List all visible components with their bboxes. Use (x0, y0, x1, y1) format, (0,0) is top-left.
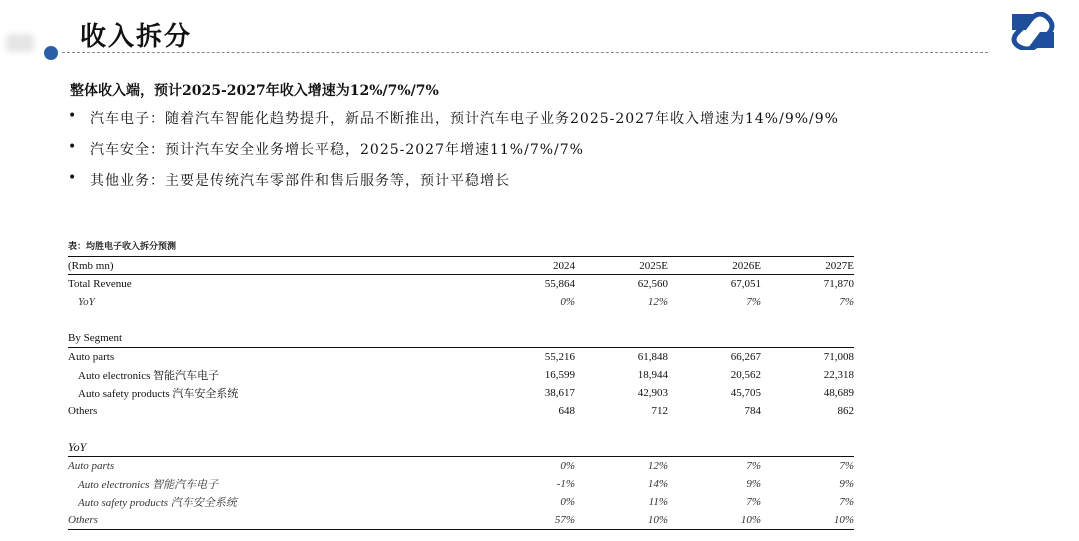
cell-value: 10% (668, 511, 761, 530)
cell-value: 10% (575, 511, 668, 530)
headline: 整体收入端，预计2025-2027年收入增速为12%/7%/7% (70, 83, 439, 99)
row-label: YoY (78, 296, 95, 308)
bullet-list (66, 108, 839, 201)
cell-value: 57% (482, 511, 575, 530)
cell-value: 9% (839, 478, 854, 490)
row-label: Auto safety products 汽车安全系统 (78, 497, 237, 509)
cell-value: 55,216 (544, 351, 575, 363)
cell-value: 14% (647, 478, 668, 490)
cell-value: 7% (746, 496, 761, 508)
title-divider (62, 52, 988, 53)
cell-value: 67,051 (730, 278, 761, 290)
cell-value: 66,267 (730, 351, 761, 363)
table-caption: 表：均胜电子收入拆分预测 (68, 242, 177, 252)
row-label: Auto electronics 智能汽车电子 (78, 479, 219, 491)
bullet-auto-electronics: • 汽车电子：随着汽车智能化趋势提升，新品不断推出，预计汽车电子业务2025-2027年收入增速为14%/9%/9% (66, 108, 839, 139)
cell-value: 712 (651, 405, 668, 417)
cell-value: 11% (648, 496, 668, 508)
table-row-yoy-title (68, 438, 854, 457)
cell-value: 7% (839, 296, 854, 308)
cell-value: 71,870 (823, 278, 854, 290)
revenue-breakdown-table (68, 256, 854, 530)
table-row-others (68, 402, 854, 420)
cell-value: 71,008 (823, 351, 854, 363)
table-row-yoy-auto-electronics (68, 475, 854, 493)
table-row-yoy-others (68, 511, 854, 530)
table-row-auto-parts (68, 348, 854, 367)
table-row-segment-title (68, 329, 854, 348)
table-row-yoy-auto-parts (68, 457, 854, 476)
row-label: Auto parts (68, 351, 115, 363)
row-label: Others (68, 511, 482, 530)
cell-value: 61,848 (637, 351, 668, 363)
title-decoration-blur (6, 34, 34, 52)
header-year: 2025E (575, 257, 668, 275)
cell-value: 0% (560, 296, 575, 308)
row-label: Auto safety products 汽车安全系统 (78, 388, 239, 400)
cell-value: 9% (746, 478, 761, 490)
table-spacer (68, 420, 854, 438)
cell-value: 0% (560, 496, 575, 508)
cell-value: 7% (746, 460, 761, 472)
table-row-auto-safety (68, 384, 854, 402)
cell-value: 7% (839, 460, 854, 472)
cell-value: 48,689 (823, 387, 854, 399)
table-row-total-yoy (68, 293, 854, 311)
cell-value: 12% (647, 296, 668, 308)
row-label: Auto parts (68, 460, 115, 472)
cell-value: 7% (839, 496, 854, 508)
cell-value: 16,599 (544, 369, 575, 381)
cell-value: 7% (746, 296, 761, 308)
header-unit: (Rmb mn) (68, 257, 482, 275)
cell-value: 0% (560, 460, 575, 472)
cell-value: 42,903 (637, 387, 668, 399)
cell-value: 784 (744, 405, 761, 417)
header-year: 2027E (761, 257, 854, 275)
row-label: Auto electronics 智能汽车电子 (78, 370, 220, 382)
cell-value: -1% (556, 478, 575, 490)
page-title: 收入拆分 (80, 22, 193, 52)
section-title: By Segment (68, 329, 854, 348)
cell-value: 20,562 (730, 369, 761, 381)
row-label: Others (68, 405, 98, 417)
row-label: Total Revenue (68, 278, 132, 290)
header-year: 2024 (482, 257, 575, 275)
cell-value: 12% (647, 460, 668, 472)
bullet-auto-safety: • 汽车安全：预计汽车安全业务增长平稳，2025-2027年增速11%/7%/7% (66, 139, 839, 170)
cell-value: 55,864 (544, 278, 575, 290)
cell-value: 62,560 (637, 278, 668, 290)
cell-value: 18,944 (637, 369, 668, 381)
table-row-auto-electronics (68, 366, 854, 384)
header-year: 2026E (668, 257, 761, 275)
table-row-yoy-auto-safety (68, 493, 854, 511)
company-logo-icon (1008, 12, 1058, 50)
title-bullet-dot (44, 46, 58, 60)
table-header-row (68, 257, 854, 275)
table-spacer (68, 311, 854, 329)
table-row-total-revenue (68, 275, 854, 294)
bullet-other-business: • 其他业务：主要是传统汽车零部件和售后服务等，预计平稳增长 (66, 170, 839, 201)
cell-value: 648 (558, 405, 575, 417)
section-title: YoY (68, 438, 854, 457)
cell-value: 22,318 (823, 369, 854, 381)
cell-value: 10% (761, 511, 854, 530)
cell-value: 38,617 (544, 387, 575, 399)
cell-value: 45,705 (730, 387, 761, 399)
cell-value: 862 (837, 405, 854, 417)
